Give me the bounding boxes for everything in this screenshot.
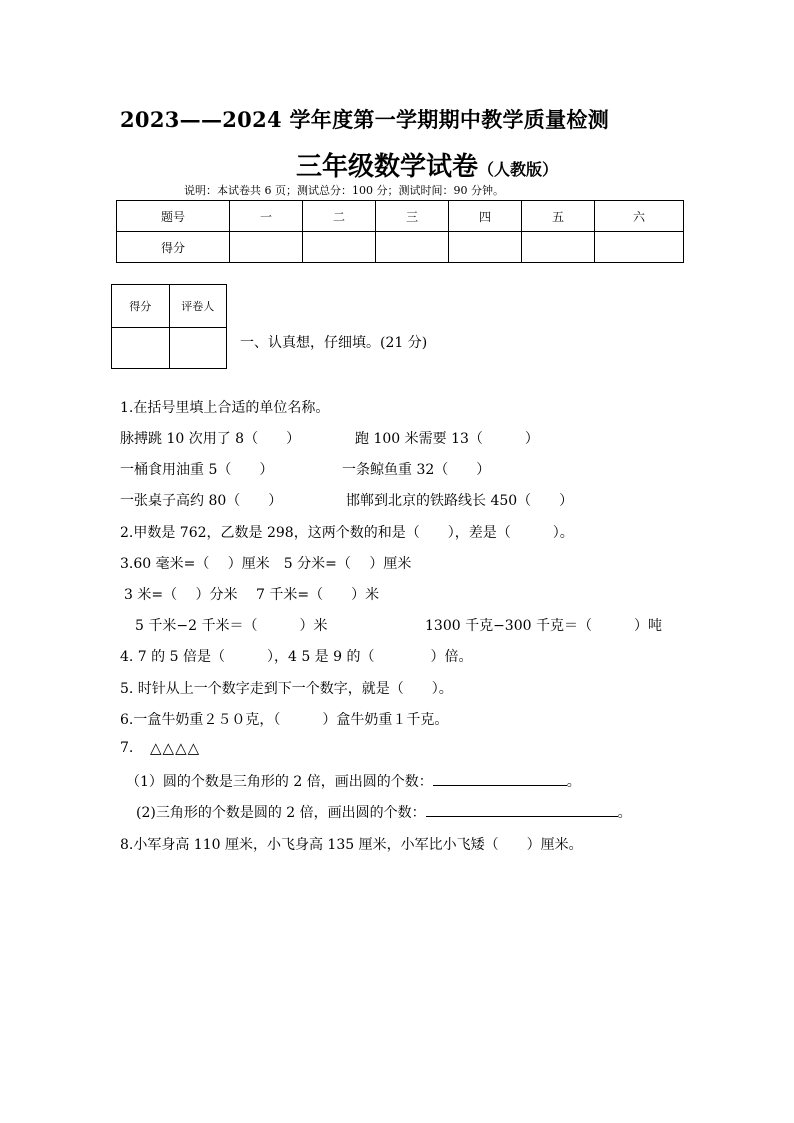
question-7-label: 7. [120, 740, 134, 756]
grader-name-cell[interactable] [169, 328, 227, 369]
grader-score-cell[interactable] [112, 328, 170, 369]
question-1d: 一条鲸鱼重 32（ ） [342, 462, 491, 478]
question-3b: 3 米=（ ）分米 7 千米=（ ）米 [124, 587, 380, 603]
score-label: 得分 [117, 232, 230, 263]
section-five-header: 五 [522, 201, 595, 232]
score-cell-two[interactable] [303, 232, 376, 263]
triangles-figure: △△△△ [150, 739, 201, 757]
question-1c: 一桶食用油重 5（ ） [120, 462, 274, 478]
period-mark: 。 [617, 805, 632, 821]
question-1a: 脉搏跳 10 次用了 8（ ） [120, 431, 301, 447]
score-cell-one[interactable] [230, 232, 303, 263]
section-three-header: 三 [376, 201, 449, 232]
period-mark: 。 [566, 774, 581, 790]
grader-table [111, 284, 227, 369]
question-1-intro: 1.在括号里填上合适的单位名称。 [120, 400, 330, 416]
grader-score-label: 得分 [112, 285, 170, 328]
grader-table-header-row [112, 285, 227, 328]
score-cell-five[interactable] [522, 232, 595, 263]
edition-label: （人教版） [478, 160, 559, 179]
question-1e: 一张桌子高约 80（ ） [120, 493, 283, 509]
score-table [116, 200, 684, 263]
question-8: 8.小军身高 110 厘米，小飞身高 135 厘米，小军比小飞矮（ ）厘米。 [120, 837, 583, 853]
question-3a: 3.60 毫米=（ ）厘米 5 分米=（ ）厘米 [120, 556, 412, 572]
exam-subtitle [296, 146, 558, 183]
question-7-part2-text: (2)三角形的个数是圆的 2 倍，画出圆的个数： [136, 805, 426, 821]
section-one-header: 一 [230, 201, 303, 232]
section-two-header: 二 [303, 201, 376, 232]
question-5: 5. 时针从上一个数字走到下一个数字，就是（ ）。 [120, 681, 453, 697]
subtitle-text: 三年级数学试卷 [296, 152, 479, 182]
answer-line-7-1[interactable] [433, 771, 567, 786]
question-2: 2.甲数是 762，乙数是 298，这两个数的和是（ ），差是（ ）。 [120, 525, 574, 541]
question-6: 6.一盒牛奶重２５０克，（ ）盒牛奶重１千克。 [120, 712, 449, 728]
question-3d: 1300 千克−300 千克＝（ ）吨 [425, 618, 662, 634]
exam-description: 说明：本试卷共 6 页；测试总分：100 分；测试时间：90 分钟。 [184, 184, 504, 197]
question-7-part1-text: （1）圆的个数是三角形的 2 倍，画出圆的个数： [126, 774, 433, 790]
section-one-title: 一、认真想，仔细填。(21 分) [240, 335, 428, 351]
question-1f: 邯郸到北京的铁路线长 450（ ） [346, 493, 574, 509]
question-7-part2 [136, 802, 632, 822]
score-table-header-row [117, 201, 684, 232]
question-4: 4. 7 的 5 倍是（ ），4 5 是 9 的（ ）倍。 [120, 649, 473, 665]
exam-title: 2023——2024 学年度第一学期期中教学质量检测 [120, 107, 610, 132]
question-3c: 5 千米−2 千米＝（ ）米 [135, 618, 328, 634]
question-7-part1 [126, 771, 581, 791]
grader-table-input-row [112, 328, 227, 369]
score-cell-four[interactable] [449, 232, 522, 263]
grader-name-label: 评卷人 [169, 285, 227, 328]
answer-line-7-2[interactable] [426, 802, 618, 817]
section-six-header: 六 [595, 201, 684, 232]
score-cell-three[interactable] [376, 232, 449, 263]
section-four-header: 四 [449, 201, 522, 232]
question-1b: 跑 100 米需要 13（ ） [355, 431, 539, 447]
score-cell-six[interactable] [595, 232, 684, 263]
question-number-label: 题号 [117, 201, 230, 232]
score-table-score-row [117, 232, 684, 263]
